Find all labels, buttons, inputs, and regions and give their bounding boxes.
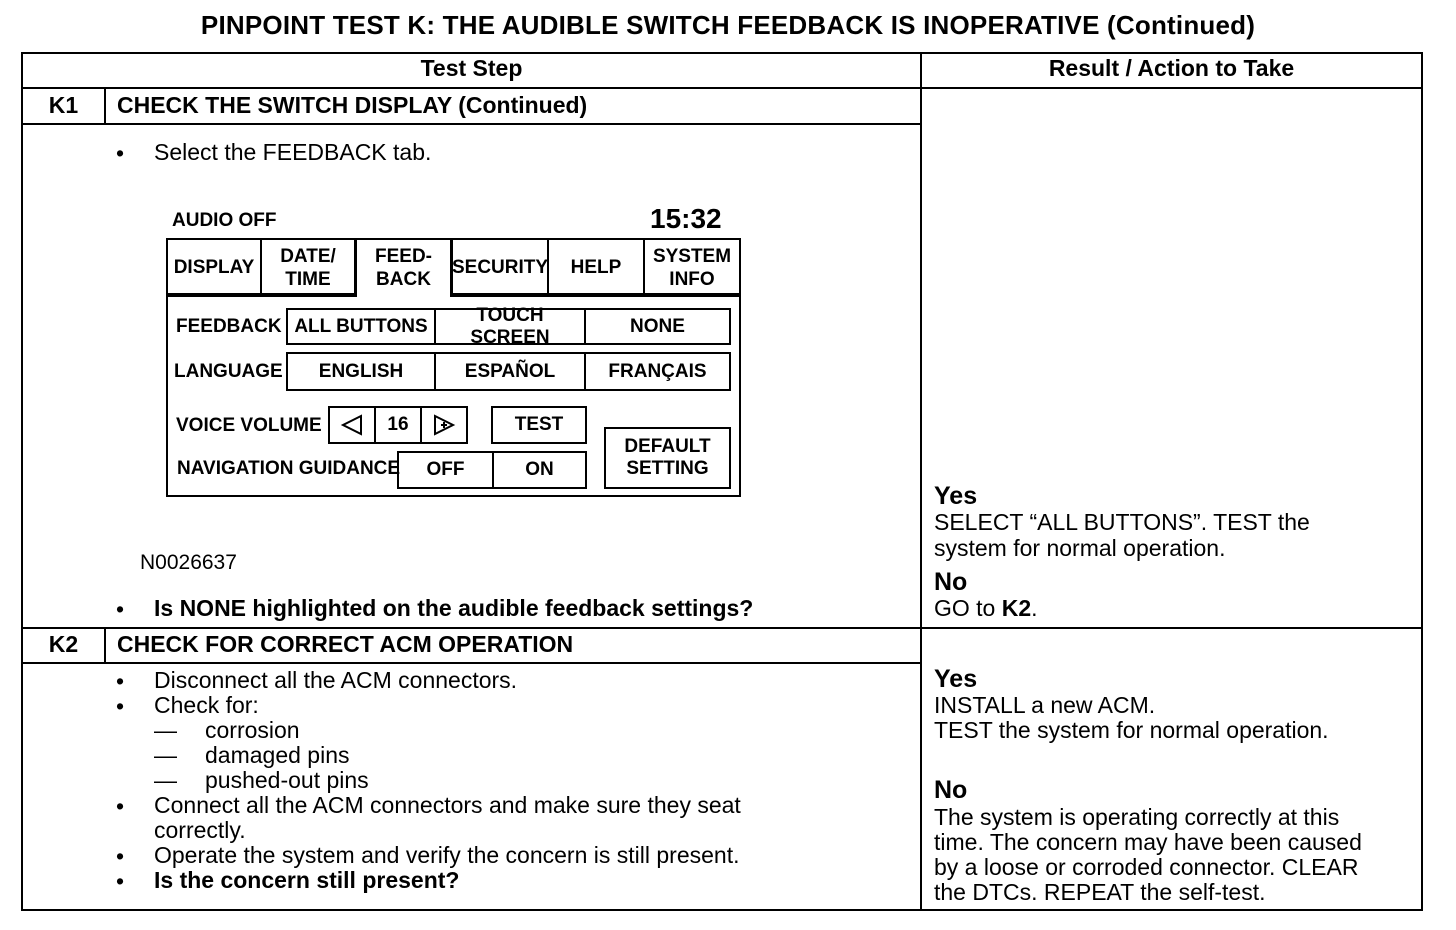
feedback-label: FEEDBACK xyxy=(176,316,282,337)
tab-date-line2: TIME xyxy=(285,268,331,290)
step-id-k1: K1 xyxy=(48,92,79,118)
audio-status: AUDIO OFF xyxy=(172,210,277,231)
k2-no-line4: the DTCs. REPEAT the self-test. xyxy=(934,879,1266,905)
default-setting-button[interactable] xyxy=(604,427,731,489)
k1-no-action xyxy=(934,596,1038,621)
tab-feedback-line1: FEED- xyxy=(375,245,432,267)
voice-test-button[interactable]: TEST xyxy=(491,406,587,444)
feedback-touch-screen[interactable]: TOUCH SCREEN xyxy=(434,308,586,345)
k2-step-operate: Operate the system and verify the concern is still present. xyxy=(154,842,740,868)
language-francais[interactable]: FRANÇAIS xyxy=(584,352,731,391)
k1-question: Is NONE highlighted on the audible feedback settings? xyxy=(154,595,754,621)
k1-no-label: No xyxy=(934,568,968,596)
feedback-all-buttons[interactable]: ALL BUTTONS xyxy=(286,308,436,345)
bullet: • xyxy=(116,843,125,869)
k1-no-text: GO to xyxy=(934,595,1002,621)
navigation-off[interactable]: OFF xyxy=(397,451,494,489)
dash: — xyxy=(154,742,177,768)
k2-step-check: Check for: xyxy=(154,692,259,718)
language-english[interactable]: ENGLISH xyxy=(286,352,436,391)
k2-title-divider xyxy=(21,662,922,664)
k2-yes-line2: TEST the system for normal operation. xyxy=(934,717,1329,743)
navigation-guidance-label: NAVIGATION GUIDANCE xyxy=(177,458,401,479)
tab-display[interactable] xyxy=(168,242,260,293)
k2-question: Is the concern still present? xyxy=(154,867,460,893)
k2-check-pushed-out-pins: pushed-out pins xyxy=(205,767,369,793)
table-border-top xyxy=(21,52,1423,54)
navigation-on[interactable]: ON xyxy=(492,451,587,489)
language-espanol[interactable]: ESPAÑOL xyxy=(434,352,586,391)
tab-display-label: DISPLAY xyxy=(173,257,255,278)
step-title-k2: CHECK FOR CORRECT ACM OPERATION xyxy=(117,631,574,657)
k2-check-corrosion: corrosion xyxy=(205,717,300,743)
header-test-step: Test Step xyxy=(420,55,523,81)
table-border-bottom xyxy=(21,909,1423,911)
bullet: • xyxy=(116,793,125,819)
page-title: PINPOINT TEST K: THE AUDIBLE SWITCH FEEDBACK IS INOPERATIVE (Continued) xyxy=(200,10,1256,40)
k1-id-divider xyxy=(104,87,106,124)
k2-no-line3: by a loose or corroded connector. CLEAR xyxy=(934,854,1359,880)
k2-no-line2: time. The concern may have been caused xyxy=(934,829,1362,855)
k1-yes-line1: SELECT “ALL BUTTONS”. TEST the xyxy=(934,509,1310,535)
k1-yes-label: Yes xyxy=(934,482,978,510)
step-title-k1: CHECK THE SWITCH DISPLAY (Continued) xyxy=(117,92,588,118)
step-id-k2: K2 xyxy=(48,631,79,657)
triangle-right-icon xyxy=(432,414,456,436)
k1-no-end: . xyxy=(1031,595,1038,621)
clock: 15:32 xyxy=(650,203,722,234)
figure-id: N0026637 xyxy=(140,551,237,574)
tab-date-time[interactable] xyxy=(262,242,354,293)
language-label: LANGUAGE xyxy=(174,361,283,382)
k2-step-disconnect: Disconnect all the ACM connectors. xyxy=(154,667,518,693)
tab-security[interactable] xyxy=(453,242,547,293)
tab-help[interactable] xyxy=(549,242,643,293)
tab-baseline-right xyxy=(451,293,741,297)
tab-system-line1: SYSTEM xyxy=(652,245,732,267)
tab-system-line2: INFO xyxy=(669,268,715,290)
triangle-left-icon xyxy=(340,414,364,436)
bullet: • xyxy=(116,596,125,622)
k2-no-label: No xyxy=(934,776,968,804)
bullet: • xyxy=(116,693,125,719)
volume-up-button[interactable] xyxy=(420,406,468,444)
header-result: Result / Action to Take xyxy=(1048,55,1295,81)
k2-check-damaged-pins: damaged pins xyxy=(205,742,350,768)
header-divider xyxy=(21,87,1423,89)
k1-no-target-link[interactable]: K2 xyxy=(1001,595,1032,621)
k1-yes-line2: system for normal operation. xyxy=(934,535,1226,561)
tab-feedback-line2: BACK xyxy=(376,268,431,290)
tab-help-label: HELP xyxy=(570,257,622,278)
volume-down-button[interactable] xyxy=(328,406,376,444)
k2-step-connect-line2: correctly. xyxy=(154,817,246,843)
dash: — xyxy=(154,767,177,793)
k2-no-line1: The system is operating correctly at this xyxy=(934,804,1340,830)
column-divider xyxy=(920,52,922,911)
default-line1: DEFAULT xyxy=(624,436,711,457)
tab-system-info[interactable] xyxy=(645,242,739,293)
k1-instruction: Select the FEEDBACK tab. xyxy=(154,139,432,165)
default-line2: SETTING xyxy=(626,458,709,479)
k2-yes-line1: INSTALL a new ACM. xyxy=(934,692,1156,718)
tab-security-label: SECURITY xyxy=(451,257,549,278)
k1-k2-divider xyxy=(21,627,1423,629)
tab-feedback[interactable] xyxy=(357,242,450,293)
dash: — xyxy=(154,717,177,743)
feedback-none[interactable]: NONE xyxy=(584,308,731,345)
table-border-left xyxy=(21,52,23,911)
k1-title-divider xyxy=(21,123,922,125)
k2-step-connect-line1: Connect all the ACM connectors and make sure they seat xyxy=(154,792,741,818)
voice-volume-label: VOICE VOLUME xyxy=(176,415,322,436)
tab-date-line1: DATE/ xyxy=(280,245,336,267)
bullet: • xyxy=(116,868,125,894)
k2-yes-label: Yes xyxy=(934,665,978,693)
k2-id-divider xyxy=(104,627,106,664)
bullet: • xyxy=(116,140,125,166)
volume-value: 16 xyxy=(374,406,422,444)
table-border-right xyxy=(1421,52,1423,911)
bullet: • xyxy=(116,668,125,694)
